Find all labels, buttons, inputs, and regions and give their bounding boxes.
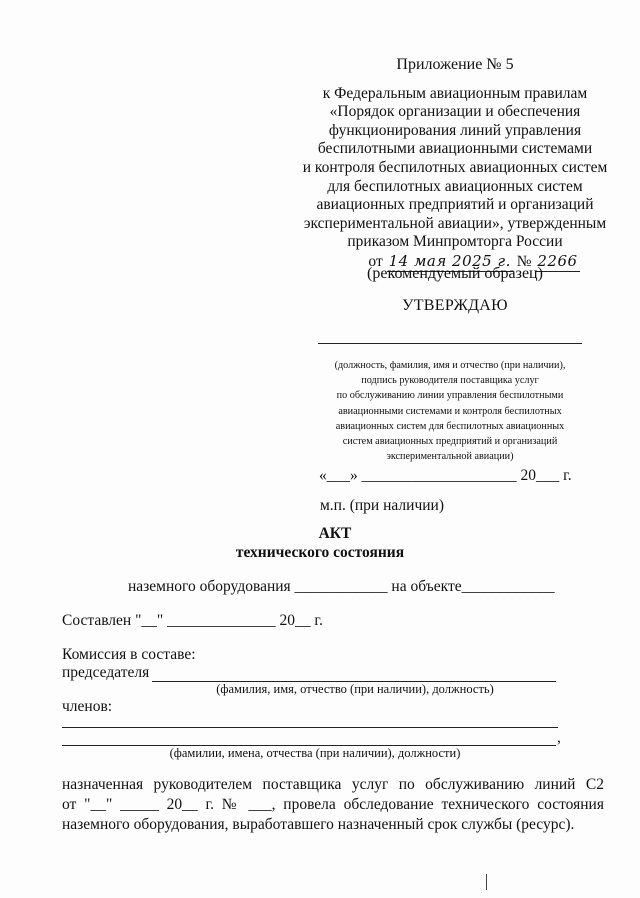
appendix-number: Приложение № 5 xyxy=(396,56,514,73)
body-line: от "__" _____ 20__ г. № ___, провела обследование технического состояния xyxy=(62,796,604,813)
header-line: авиационных предприятий и организаций xyxy=(316,196,594,214)
signature-caption-line: систем авиационных предприятий и организаций xyxy=(342,436,558,448)
commission-intro: Комиссия в составе: xyxy=(62,646,196,663)
body-paragraph xyxy=(62,775,604,835)
composed-date-line: Составлен "__" ______________ 20__ г. xyxy=(62,612,323,629)
header-line: к Федеральным авиационным правилам xyxy=(322,84,588,102)
signature-line xyxy=(318,343,582,344)
order-date-handwritten: 14 мая 2025 г. xyxy=(388,251,511,270)
members-caption: (фамилии, имена, отчества (при наличии), должности) xyxy=(169,746,461,760)
header-line: «Порядок организации и обеспечения xyxy=(329,103,581,121)
header-line: приказом Минпромторга России xyxy=(347,233,563,251)
signature-caption-line: экспериментальной авиации) xyxy=(386,451,514,463)
act-title-block xyxy=(0,524,640,562)
members-comma: , xyxy=(557,729,561,746)
scan-mark xyxy=(486,874,487,890)
members-label: членов: xyxy=(62,698,113,715)
signature-caption-line: авиационных систем для беспилотных авиационных xyxy=(335,420,565,432)
equipment-line: наземного оборудования ____________ на объекте____________ xyxy=(128,578,555,595)
stamp-note: м.п. (при наличии) xyxy=(320,497,444,514)
header-line: функционирования линий управления xyxy=(328,121,582,139)
header-line: экспериментальной авиации», утвержденным xyxy=(303,214,607,232)
chairman-caption: (фамилия, имя, отчество (при наличии), должность) xyxy=(216,682,494,696)
signature-caption-line: подпись руководителя поставщика услуг xyxy=(361,375,539,387)
body-line: наземного оборудования, выработавшего назначенный срок службы (ресурс). xyxy=(62,816,575,833)
appendix-header xyxy=(290,56,620,272)
act-subtitle: технического состояния xyxy=(235,544,405,561)
signature-caption-line: (должность, фамилия, имя и отчество (при наличии), xyxy=(334,360,566,371)
signature-caption-line: авиационными системами и контроля беспилотных xyxy=(338,405,562,417)
members-field-line-1 xyxy=(62,727,558,728)
chairman-label: председателя xyxy=(62,664,150,681)
signature-caption-line: по обслуживанию линии управления беспилотными xyxy=(336,390,564,402)
header-line: и контроля беспилотных авиационных систем xyxy=(302,158,608,176)
approval-date-line: «___» ____________________ 20___ г. xyxy=(319,467,572,484)
header-line: беспилотными авиационными системами xyxy=(317,140,593,158)
commission-block xyxy=(62,646,196,682)
recommended-sample-note: (рекомендуемый образец) xyxy=(367,265,543,282)
order-number-handwritten: 2266 xyxy=(537,251,578,270)
header-line: для беспилотных авиационных систем xyxy=(327,177,583,195)
approve-heading: УТВЕРЖДАЮ xyxy=(402,297,508,314)
order-prefix: от xyxy=(368,252,383,270)
order-number-sign: № xyxy=(516,252,532,270)
body-line: назначенная руководителем поставщика услуг по обслуживанию линий С2 xyxy=(62,776,604,793)
act-title: АКТ xyxy=(318,525,352,542)
signature-caption xyxy=(300,358,600,464)
